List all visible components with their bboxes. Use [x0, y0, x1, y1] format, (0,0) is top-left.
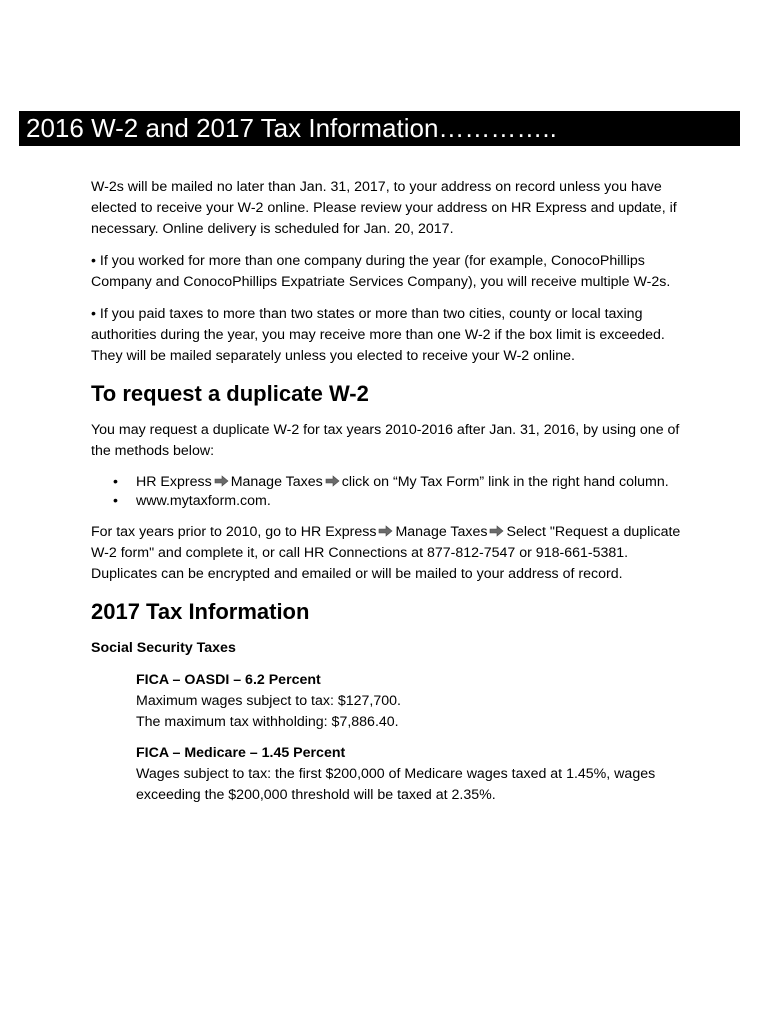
page-title: 2016 W-2 and 2017 Tax Information…………..	[26, 113, 557, 143]
oasdi-max-withholding: The maximum tax withholding: $7,886.40.	[136, 714, 399, 730]
medicare-title: FICA – Medicare – 1.45 Percent	[136, 745, 346, 761]
my-tax-form-text: click on “My Tax Form” link in the right hand column.	[341, 474, 669, 490]
bullet-dot: •	[113, 474, 118, 490]
tax-info-heading: 2017 Tax Information	[91, 599, 310, 624]
oasdi-title: FICA – OASDI – 6.2 Percent	[136, 672, 321, 688]
intro-paragraph-1: W-2s will be mailed no later than Jan. 31, 2017, to your address on record unless you have elected to receive your W-2 online. Please review your address on HR Express and update, if necessary. Online delivery is scheduled for Jan. 20, 2017.	[91, 179, 677, 237]
medicare-section	[136, 743, 691, 806]
right-arrow-icon	[214, 475, 229, 487]
manage-taxes-text: Manage Taxes	[230, 474, 323, 490]
document-body	[91, 177, 691, 816]
page-title-bar	[19, 111, 740, 146]
right-arrow-icon	[489, 525, 504, 537]
prior-years-text-1: For tax years prior to 2010, go to HR Express	[91, 524, 377, 540]
prior-years-text-3: Select "Request a duplicate W-2 form" and complete it, or call HR Connections at 877-812-7547 or 918-661-5381. Duplicates can be encrypted and emailed or will be mailed to your address of record.	[91, 524, 681, 582]
list-item	[91, 492, 691, 510]
prior-years-paragraph	[91, 522, 691, 585]
prior-years-text-2: Manage Taxes	[395, 524, 488, 540]
intro-paragraph-3: • If you paid taxes to more than two states or more than two cities, county or local taxing authorities during the year, you may receive more than one W-2 if the box limit is exceeded. They will be mailed separately unless you elected to receive your W-2 online.	[91, 306, 665, 364]
hr-express-text: HR Express	[136, 474, 212, 490]
mytaxform-link[interactable]: www.mytaxform.com.	[136, 493, 271, 509]
social-security-heading: Social Security Taxes	[91, 640, 236, 656]
medicare-wages-text: Wages subject to tax: the first $200,000 of Medicare wages taxed at 1.45%, wages exceeding the $200,000 threshold will be taxed at 2.35%.	[136, 766, 656, 803]
duplicate-heading: To request a duplicate W-2	[91, 381, 369, 406]
duplicate-methods-list	[91, 473, 691, 510]
right-arrow-icon	[325, 475, 340, 487]
oasdi-section	[136, 670, 691, 733]
list-item	[91, 473, 691, 491]
oasdi-max-wages: Maximum wages subject to tax: $127,700.	[136, 693, 401, 709]
right-arrow-icon	[378, 525, 393, 537]
duplicate-paragraph: You may request a duplicate W-2 for tax years 2010-2016 after Jan. 31, 2016, by using one of the methods below:	[91, 422, 680, 459]
intro-paragraph-2: • If you worked for more than one company during the year (for example, ConocoPhillips Company and ConocoPhillips Expatriate Services Company), you will receive multiple W-2s.	[91, 253, 671, 290]
bullet-dot: •	[113, 493, 118, 509]
